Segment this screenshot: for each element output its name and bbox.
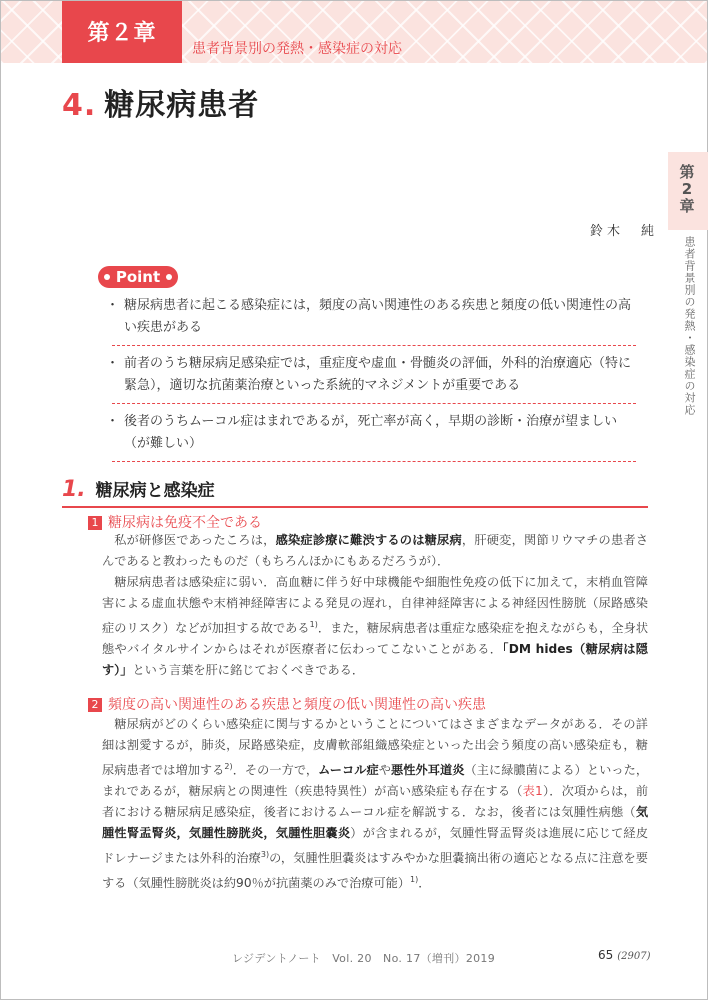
footer-journal: レジデントノート Vol. 20 No. 17（増刊）2019 xyxy=(232,952,496,965)
text-run: ，肝硬変，関節リウマチの患者さんであると教わったものだ（もちろんほかにもあるだろうが）． xyxy=(102,533,649,568)
text-run: という言葉を肝に銘じておくべきである． xyxy=(132,663,365,678)
chapter-subtitle: 患者背景別の発熱・感染症の対応 xyxy=(192,41,402,57)
text-run: （主に緑膿菌による）といった，まれであるが，糖尿病との関連性（疾患特異性）が高い感染症も存在する（ xyxy=(102,763,649,799)
text-run: ．また，糖尿病患者は重症な感染症を抱えながらも，全身状態やバイタルサインからはそれが医療者に伝わってこないことがある． xyxy=(102,621,649,657)
subheading-2 xyxy=(88,694,486,714)
section-title-text: 糖尿病患者 xyxy=(104,88,260,123)
paragraph xyxy=(102,572,648,681)
subheading-1-number: 1 xyxy=(88,516,102,530)
author: 鈴木 純 xyxy=(590,224,659,239)
table-link[interactable]: 表1 xyxy=(522,784,543,799)
subheading-2-number: 2 xyxy=(88,698,102,712)
paragraph xyxy=(102,530,648,572)
point-item: ・ 前者のうち糖尿病足感染症では，重症度や虚血・骨髄炎の評価，外科的治療適応（特に緊急），適切な抗菌薬治療といった系統的マネジメントが重要である xyxy=(112,350,636,404)
text-run: 糖尿病がどのくらい感染症に関与するかということについてはさまざまなデータがある．その詳細は割愛するが，肺炎，尿路感染症，皮膚軟部組織感染症といった出会う頻度の高い感染症も，糖尿病患者では増加する xyxy=(102,717,648,778)
subheading-1 xyxy=(88,512,262,532)
page-number-total: (2907) xyxy=(617,951,651,962)
section-title xyxy=(62,80,259,124)
text-run: や xyxy=(378,763,392,778)
text-run: ）が含まれるが，気腫性腎盂腎炎は進展に応じて経皮ドレナージまたは外科的治療 xyxy=(102,826,649,866)
chapter-tab-label: 第２章 xyxy=(87,21,157,46)
heading-1-number: 1. xyxy=(62,477,86,502)
text-run: 糖尿病患者は感染症に弱い．高血糖に伴う好中球機能や細胞性免疫の低下に加えて，末梢血管障害による虚血状態や末梢神経障害による発見の遅れ，自律神経障害による神経因性膀胱（尿路感染症のリスク）などが加担する故である xyxy=(102,575,648,636)
bold-text: 悪性外耳道炎 xyxy=(391,763,465,778)
point-dot-right xyxy=(166,274,172,280)
citation-ref: 1) xyxy=(410,875,419,885)
subheading-1-title: 糖尿病は免疫不全である xyxy=(108,515,262,531)
text-run: 私が研修医であったころは， xyxy=(114,533,276,547)
side-chapter-label: 第2章 xyxy=(679,163,695,215)
citation-ref: 1) xyxy=(309,620,318,629)
point-item: ・ 後者のうちムーコル症はまれであるが，死亡率が高く，早期の診断・治療が望ましい（が難しい） xyxy=(112,408,636,462)
citation-ref: 3) xyxy=(260,850,270,860)
point-list xyxy=(112,292,636,466)
page-number xyxy=(598,948,651,962)
page-number-value: 65 xyxy=(598,948,614,962)
bold-text: 感染症診療に難渋するのは糖尿病 xyxy=(275,533,462,547)
point-label: Point xyxy=(115,268,161,286)
heading-1-rule xyxy=(62,506,648,508)
heading-1 xyxy=(62,476,215,502)
text-run: ． xyxy=(418,876,431,891)
subheading-2-title: 頻度の高い関連性のある疾患と頻度の低い関連性の高い疾患 xyxy=(108,697,486,713)
text-run: ．その一方で， xyxy=(232,763,319,778)
heading-1-title: 糖尿病と感染症 xyxy=(95,481,215,501)
citation-ref: 2) xyxy=(224,762,233,771)
bold-text: 「DM hides（糖尿病は隠す）」 xyxy=(102,642,648,678)
point-item: ・ 糖尿病患者に起こる感染症には，頻度の高い関連性のある疾患と頻度の低い関連性の高い疾患がある xyxy=(112,292,636,346)
side-subtitle: 患者背景別の発熱・感染症の対応 xyxy=(683,236,696,416)
text-run: の，気腫性胆嚢炎はすみやかな胆嚢摘出術の適応となる点に注意を要する（気腫性膀胱炎は約90％が抗菌薬のみで治療可能） xyxy=(102,851,648,891)
section-number: 4. xyxy=(62,88,97,123)
paragraph xyxy=(102,714,648,894)
text-run: ）．次項からは，前者における糖尿病足感染症，後者におけるムーコル症を解説する．なお，後者には気腫性病態（ xyxy=(102,784,649,820)
bold-text: 気腫性腎盂腎炎，気腫性膀胱炎，気腫性胆嚢炎 xyxy=(102,805,648,841)
bold-text: ムーコル症 xyxy=(318,763,379,778)
point-badge xyxy=(98,266,178,288)
chapter-tab xyxy=(62,1,182,63)
